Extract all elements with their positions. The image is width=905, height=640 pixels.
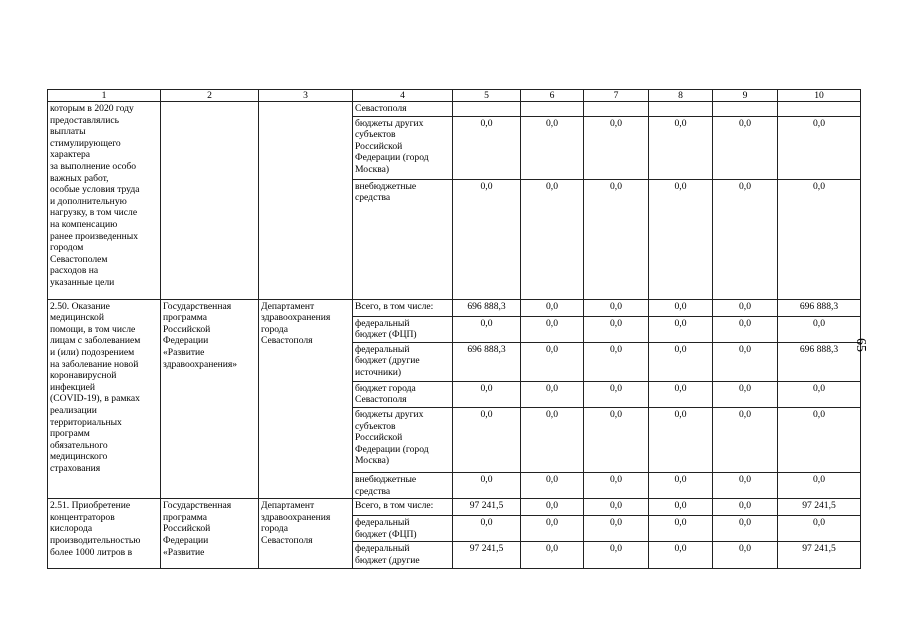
amount-cell: 0,0 xyxy=(778,381,861,407)
amount-cell: 0,0 xyxy=(584,116,649,179)
amount-cell: 0,0 xyxy=(453,381,521,407)
amount-cell: 0,0 xyxy=(649,179,713,299)
amount-cell xyxy=(521,102,584,117)
amount-cell xyxy=(778,102,861,117)
amount-cell: 0,0 xyxy=(649,516,713,542)
amount-cell: 0,0 xyxy=(521,516,584,542)
amount-cell: 0,0 xyxy=(713,381,778,407)
table-row xyxy=(48,499,861,516)
amount-cell: 0,0 xyxy=(453,516,521,542)
header-cell: 3 xyxy=(259,90,353,102)
state-program: Государственная программа Российской Федерации «Развитие xyxy=(161,499,259,568)
amount-cell: 0,0 xyxy=(649,116,713,179)
activity-name: которым в 2020 году предоставлялись выплаты стимулирующего характера за выполнение особо важных работ, особые условия труда и дополнительную нагрузку, в том числе на компенсацию ранее произведенных городом Севастополем расходов на указанные цели xyxy=(48,102,161,300)
amount-cell: 696 888,3 xyxy=(778,342,861,381)
amount-cell: 0,0 xyxy=(521,472,584,498)
funding-source: внебюджетные средства xyxy=(353,472,453,498)
amount-cell xyxy=(584,102,649,117)
amount-cell: 0,0 xyxy=(521,316,584,342)
amount-cell: 0,0 xyxy=(778,407,861,472)
amount-cell: 0,0 xyxy=(778,472,861,498)
header-cell: 7 xyxy=(584,90,649,102)
responsible-executor xyxy=(259,102,353,300)
amount-cell: 0,0 xyxy=(521,542,584,568)
header-cell: 5 xyxy=(453,90,521,102)
amount-cell: 0,0 xyxy=(649,542,713,568)
funding-source: бюджет города Севастополя xyxy=(353,381,453,407)
amount-cell: 0,0 xyxy=(649,499,713,516)
amount-cell: 0,0 xyxy=(649,381,713,407)
amount-cell: 0,0 xyxy=(453,116,521,179)
amount-cell: 0,0 xyxy=(521,116,584,179)
amount-cell: 0,0 xyxy=(584,179,649,299)
amount-cell: 0,0 xyxy=(778,116,861,179)
funding-source: Севастополя xyxy=(353,102,453,117)
funding-source: бюджеты других субъектов Российской Федерации (город Москва) xyxy=(353,116,453,179)
amount-cell: 0,0 xyxy=(521,299,584,316)
amount-cell: 0,0 xyxy=(713,342,778,381)
funding-source: бюджеты других субъектов Российской Федерации (город Москва) xyxy=(353,407,453,472)
amount-cell: 0,0 xyxy=(649,472,713,498)
amount-cell: 0,0 xyxy=(649,407,713,472)
amount-cell: 0,0 xyxy=(778,316,861,342)
amount-cell: 0,0 xyxy=(453,316,521,342)
funding-source: федеральный бюджет (ФЦП) xyxy=(353,316,453,342)
amount-cell: 0,0 xyxy=(649,299,713,316)
amount-cell: 0,0 xyxy=(584,542,649,568)
state-program: Государственная программа Российской Федерации «Развитие здравоохранения» xyxy=(161,299,259,499)
header-cell: 4 xyxy=(353,90,453,102)
amount-cell: 0,0 xyxy=(453,407,521,472)
activity-name: 2.51. Приобретение концентраторов кислорода производительностью более 1000 литров в xyxy=(48,499,161,568)
funding-source: Всего, в том числе: xyxy=(353,499,453,516)
amount-cell: 0,0 xyxy=(778,516,861,542)
amount-cell: 0,0 xyxy=(713,316,778,342)
amount-cell: 696 888,3 xyxy=(778,299,861,316)
amount-cell: 0,0 xyxy=(584,472,649,498)
amount-cell xyxy=(453,102,521,117)
amount-cell: 0,0 xyxy=(584,407,649,472)
state-program xyxy=(161,102,259,300)
amount-cell: 0,0 xyxy=(649,316,713,342)
amount-cell: 97 241,5 xyxy=(778,542,861,568)
amount-cell: 0,0 xyxy=(453,179,521,299)
amount-cell: 696 888,3 xyxy=(453,299,521,316)
funding-source: федеральный бюджет (другие источники) xyxy=(353,342,453,381)
funding-source: федеральный бюджет (ФЦП) xyxy=(353,516,453,542)
funding-source: федеральный бюджет (другие xyxy=(353,542,453,568)
table-row xyxy=(48,102,861,117)
header-cell: 6 xyxy=(521,90,584,102)
activity-name: 2.50. Оказание медицинской помощи, в том числе лицам с заболеванием и (или) подозрением на заболевание новой коронавирусной инфекцией (COVID-19), в рамках реализации территориальных программ обязательного медицинского страхования xyxy=(48,299,161,499)
amount-cell: 0,0 xyxy=(584,299,649,316)
amount-cell: 0,0 xyxy=(713,542,778,568)
amount-cell: 0,0 xyxy=(584,499,649,516)
header-cell: 1 xyxy=(48,90,161,102)
amount-cell: 0,0 xyxy=(713,472,778,498)
table-row xyxy=(48,299,861,316)
amount-cell: 696 888,3 xyxy=(453,342,521,381)
funding-table xyxy=(47,89,861,569)
amount-cell: 0,0 xyxy=(713,499,778,516)
amount-cell: 97 241,5 xyxy=(778,499,861,516)
amount-cell: 0,0 xyxy=(713,407,778,472)
amount-cell: 0,0 xyxy=(521,499,584,516)
page-number: 65 xyxy=(853,338,868,352)
header-cell: 10 xyxy=(778,90,861,102)
funding-source: Всего, в том числе: xyxy=(353,299,453,316)
amount-cell: 0,0 xyxy=(521,381,584,407)
amount-cell: 0,0 xyxy=(713,516,778,542)
amount-cell: 0,0 xyxy=(713,299,778,316)
amount-cell: 0,0 xyxy=(521,342,584,381)
amount-cell: 0,0 xyxy=(521,179,584,299)
column-number-header xyxy=(48,90,861,102)
amount-cell: 0,0 xyxy=(584,381,649,407)
responsible-executor: Департамент здравоохранения города Севастополя xyxy=(259,499,353,568)
amount-cell: 0,0 xyxy=(584,342,649,381)
amount-cell: 97 241,5 xyxy=(453,542,521,568)
header-row xyxy=(48,90,861,102)
header-cell: 8 xyxy=(649,90,713,102)
responsible-executor: Департамент здравоохранения города Севастополя xyxy=(259,299,353,499)
header-cell: 2 xyxy=(161,90,259,102)
amount-cell: 0,0 xyxy=(584,516,649,542)
amount-cell: 97 241,5 xyxy=(453,499,521,516)
amount-cell: 0,0 xyxy=(453,472,521,498)
amount-cell: 0,0 xyxy=(778,179,861,299)
funding-source: внебюджетные средства xyxy=(353,179,453,299)
amount-cell: 0,0 xyxy=(713,179,778,299)
amount-cell: 0,0 xyxy=(521,407,584,472)
header-cell: 9 xyxy=(713,90,778,102)
amount-cell: 0,0 xyxy=(713,116,778,179)
amount-cell: 0,0 xyxy=(584,316,649,342)
amount-cell xyxy=(649,102,713,117)
amount-cell: 0,0 xyxy=(649,342,713,381)
table-body xyxy=(48,102,861,569)
amount-cell xyxy=(713,102,778,117)
